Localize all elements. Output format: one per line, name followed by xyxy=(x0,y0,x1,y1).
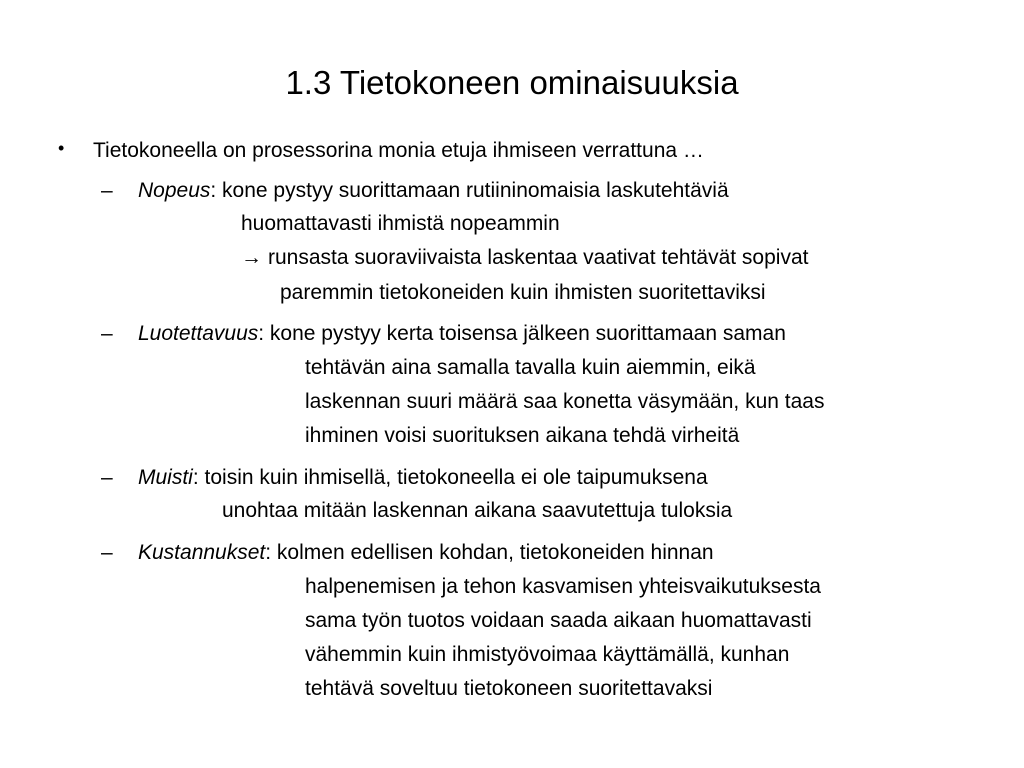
right-arrow-icon: → xyxy=(241,246,262,269)
item-luotettavuus-line-4: ihminen voisi suorituksen aikana tehdä virheitä xyxy=(305,424,740,447)
item-kustannukset-line-2: halpenemisen ja tehon kasvamisen yhteisvaikutuksesta xyxy=(305,575,821,598)
item-muisti-line-2: unohtaa mitään laskennan aikana saavutettuja tuloksia xyxy=(222,499,733,522)
bullet-marker: • xyxy=(58,138,65,158)
dash-marker-muisti: – xyxy=(101,466,113,489)
item-nopeus-line-2: huomattavasti ihmistä nopeammin xyxy=(241,212,560,235)
dash-marker-luotettavuus: – xyxy=(101,322,113,345)
term-kustannukset: Kustannukset xyxy=(138,541,266,564)
item-nopeus-arrow-line-1 xyxy=(241,241,808,275)
item-luotettavuus-line-2: tehtävän aina samalla tavalla kuin aiemmin, eikä xyxy=(305,356,756,379)
item-luotettavuus-line-1 xyxy=(138,317,786,351)
term-luotettavuus: Luotettavuus xyxy=(138,322,259,345)
item-kustannukset-line-1 xyxy=(138,536,714,570)
item-kustannukset-text-1: : kolmen edellisen kohdan, tietokoneiden hinnan xyxy=(265,541,714,564)
term-nopeus: Nopeus xyxy=(138,179,211,202)
item-kustannukset-line-4: vähemmin kuin ihmistyövoimaa käyttämällä, kunhan xyxy=(305,643,790,666)
item-kustannukset-line-3: sama työn tuotos voidaan saada aikaan huomattavasti xyxy=(305,609,812,632)
item-muisti-text-1: : toisin kuin ihmisellä, tietokoneella ei ole taipumuksena xyxy=(192,466,708,489)
item-kustannukset-line-5: tehtävä soveltuu tietokoneen suoritettavaksi xyxy=(305,677,713,700)
item-muisti-line-1 xyxy=(138,461,708,495)
term-muisti: Muisti xyxy=(138,466,193,489)
item-nopeus-arrow-line-2: paremmin tietokoneiden kuin ihmisten suoritettaviksi xyxy=(280,281,766,304)
slide-title: 1.3 Tietokoneen ominaisuuksia xyxy=(285,64,739,101)
item-nopeus-arrow-text-1: runsasta suoraviivaista laskentaa vaativat tehtävät sopivat xyxy=(268,246,809,269)
dash-marker-nopeus: – xyxy=(101,179,113,202)
item-luotettavuus-text-1: : kone pystyy kerta toisensa jälkeen suorittamaan saman xyxy=(258,322,786,345)
dash-marker-kustannukset: – xyxy=(101,541,113,564)
item-nopeus-text-1: : kone pystyy suorittamaan rutiininomaisia laskutehtäviä xyxy=(210,179,729,202)
item-luotettavuus-line-3: laskennan suuri määrä saa konetta väsymään, kun taas xyxy=(305,390,825,413)
item-nopeus-line-1 xyxy=(138,174,729,208)
bullet-text: Tietokoneella on prosessorina monia etuja ihmiseen verrattuna … xyxy=(93,139,704,162)
